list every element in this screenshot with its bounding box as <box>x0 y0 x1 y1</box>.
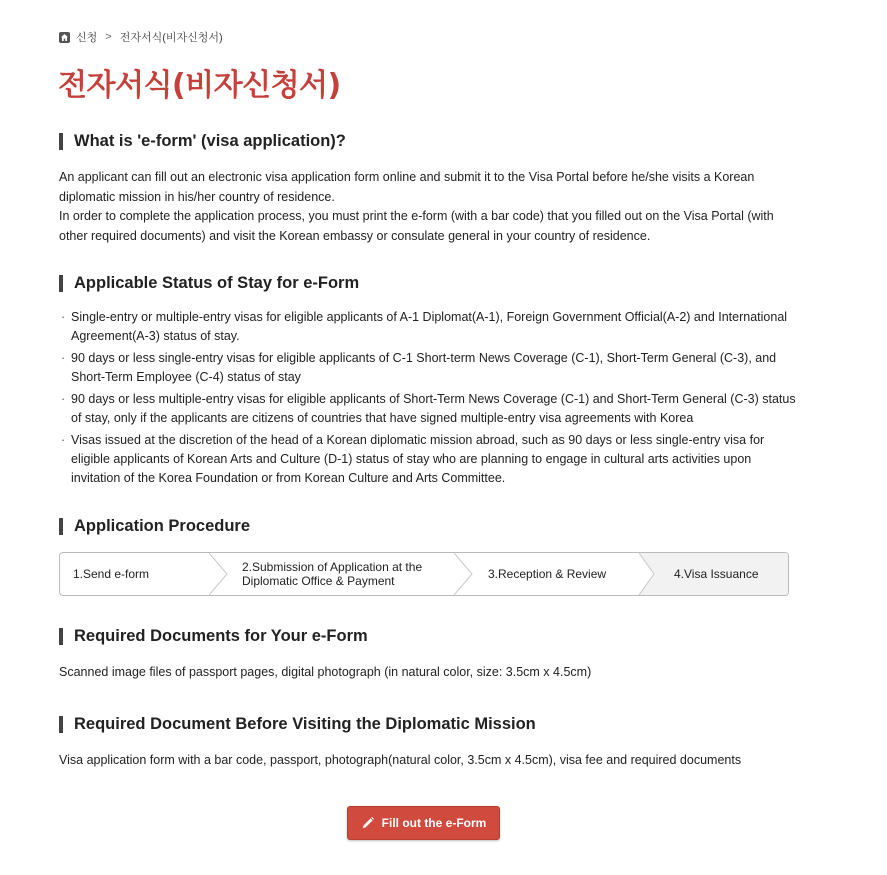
procedure-step-2 <box>230 553 475 595</box>
section-heading-what-is <box>59 132 346 151</box>
section-heading-text: Applicable Status of Stay for e-Form <box>74 274 360 292</box>
step-label-line-2: Diplomatic Office & Payment <box>242 574 395 588</box>
heading-bar <box>59 133 63 150</box>
procedure-step-1 <box>60 553 230 595</box>
pencil-icon <box>361 816 375 830</box>
step-arrow-icon <box>454 553 476 595</box>
section-heading-required-docs <box>59 627 368 646</box>
step-label-line-1: 2.Submission of Application at the <box>242 560 423 574</box>
breadcrumb <box>59 29 223 45</box>
heading-bar <box>59 518 63 535</box>
fill-out-eform-button[interactable] <box>347 806 500 840</box>
step-label: 1.Send e-form <box>73 567 150 581</box>
heading-bar <box>59 716 63 733</box>
section-heading-before-visit <box>59 715 536 734</box>
procedure-step-4 <box>639 553 788 595</box>
step-arrow-icon <box>639 553 661 595</box>
step-label <box>242 560 422 588</box>
what-is-paragraph-2: In order to complete the application process, you must print the e-form (with a bar code) that you filled out on the Visa Portal (with other required documents) and visit the Korean embassy or consulate general in your country of residence. <box>59 209 774 243</box>
page-title: 전자서식(비자신청서) <box>58 68 341 103</box>
list-item: · Single-entry or multiple-entry visas for eligible applicants of A-1 Diplomat(A-1), Foreign Government Official(A-2) and International Agreement(A-3) status of stay. <box>59 308 799 346</box>
heading-bar <box>59 628 63 645</box>
section-heading-text: Application Procedure <box>74 517 251 535</box>
list-item: · Visas issued at the discretion of the head of a Korean diplomatic mission abroad, such as 90 days or less single-entry visa for eligible applicants of Korean Arts and Culture (D-1) status of stay who are planning to engage in cultural arts activities upon invitation of the Korea Foundation or from Korean Culture and Arts Committee. <box>59 431 799 488</box>
breadcrumb-separator: > <box>105 31 112 43</box>
what-is-paragraph-1: An applicant can fill out an electronic visa application form online and submit it to the Visa Portal before he/she visits a Korean diplomatic mission in his/her country of residence. <box>59 170 755 204</box>
status-list <box>59 308 799 491</box>
section-heading-text: Required Documents for Your e-Form <box>74 627 368 645</box>
home-icon[interactable] <box>59 32 70 43</box>
section-heading-applicable-status <box>59 274 359 293</box>
procedure-step-3 <box>475 553 639 595</box>
breadcrumb-item-apply[interactable]: 신청 <box>76 32 98 44</box>
list-item: · 90 days or less single-entry visas for eligible applicants of C-1 Short-term News Coverage (C-1), Short-Term General (C-3), and Short-Term Employee (C-4) status of stay <box>59 349 799 387</box>
procedure-steps <box>59 552 789 596</box>
fill-out-eform-label: Fill out the e-Form <box>381 816 487 830</box>
step-label: 3.Reception & Review <box>488 567 607 581</box>
breadcrumb-item-current: 전자서식(비자신청서) <box>119 32 223 44</box>
step-label: 4.Visa Issuance <box>674 567 759 581</box>
section-heading-text: Required Document Before Visiting the Diplomatic Mission <box>74 715 536 733</box>
section-heading-text: What is 'e-form' (visa application)? <box>74 132 346 150</box>
required-docs-text: Scanned image files of passport pages, digital photograph (in natural color, size: 3.5cm x 4.5cm) <box>59 665 592 679</box>
heading-bar <box>59 275 63 292</box>
before-visit-text: Visa application form with a bar code, passport, photograph(natural color, 3.5cm x 4.5cm), visa fee and required documents <box>59 753 742 767</box>
section-heading-procedure <box>59 517 250 536</box>
step-arrow-icon <box>209 553 231 595</box>
list-item: · 90 days or less multiple-entry visas for eligible applicants of Short-Term News Coverage (C-1) and Short-Term General (C-3) status of stay, only if the applicants are citizens of countries that have signed multiple-entry visa agreements with Korea <box>59 390 799 428</box>
